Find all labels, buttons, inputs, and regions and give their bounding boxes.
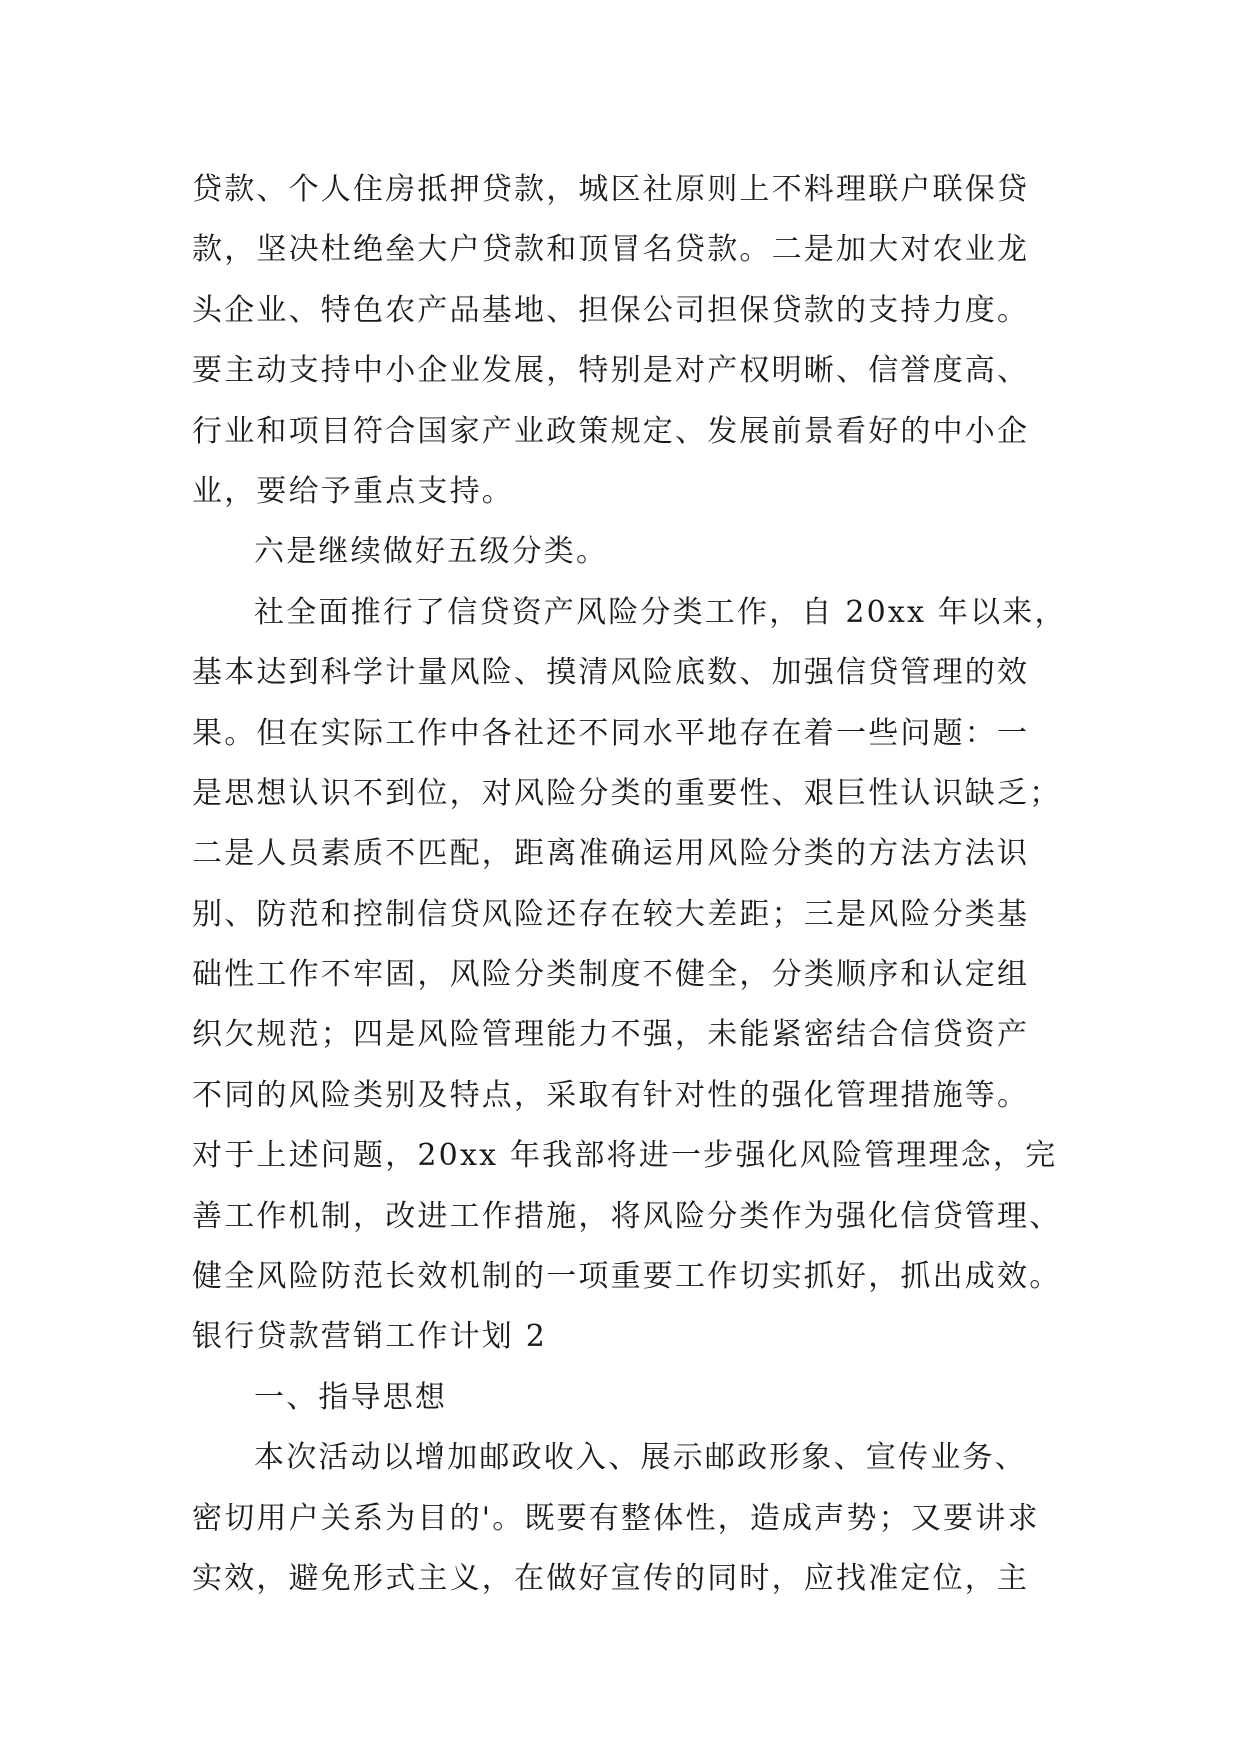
text-line: 织欠规范；四是风险管理能力不强，未能紧密结合信贷资产 — [192, 1017, 1030, 1053]
text-line: 款，坚决杜绝垒大户贷款和顶冒名贷款。二是加大对农业龙 — [192, 232, 1030, 268]
text-line: 善工作机制，改进工作措施，将风险分类作为强化信贷管理、 — [192, 1198, 1062, 1234]
document-body — [192, 160, 1072, 1609]
text-line: 实效，避免形式主义，在做好宣传的同时，应找准定位，主 — [192, 1560, 1030, 1596]
text-line: 果。但在实际工作中各社还不同水平地存在着一些问题：一 — [192, 715, 1030, 751]
text-line: 密切用户关系为目的'。既要有整体性，造成声势；又要讲求 — [192, 1500, 1040, 1536]
text-line: 础性工作不牢固，风险分类制度不健全，分类顺序和认定组 — [192, 957, 1030, 993]
text-line: 行业和项目符合国家产业政策规定、发展前景看好的中小企 — [192, 413, 1030, 449]
text-line: 别、防范和控制信贷风险还存在较大差距；三是风险分类基 — [192, 896, 1030, 932]
text-line: 贷款、个人住房抵押贷款，城区社原则上不料理联户联保贷 — [192, 172, 1030, 207]
text-line: 头企业、特色农产品基地、担保公司担保贷款的支持力度。 — [192, 292, 1030, 328]
section-heading-six: 六是继续做好五级分类。 — [254, 534, 609, 570]
text-line: 不同的风险类别及特点，采取有针对性的强化管理措施等。 — [192, 1077, 1030, 1113]
document-title: 银行贷款营销工作计划 2 — [192, 1319, 548, 1355]
text-line: 基本达到科学计量风险、摸清风险底数、加强信贷管理的效 — [192, 655, 1030, 691]
text-line: 对于上述问题，20xx 年我部将进一步强化风险管理理念，完 — [192, 1138, 1058, 1174]
paragraph-start: 社全面推行了信贷资产风险分类工作，自 20xx 年以来， — [254, 594, 1067, 630]
text-line: 健全风险防范长效机制的一项重要工作切实抓好，抓出成效。 — [192, 1259, 1062, 1295]
text-line: 要主动支持中小企业发展，特别是对产权明晰、信誉度高、 — [192, 353, 1030, 389]
text-line: 业，要给予重点支持。 — [192, 473, 514, 509]
text-line: 二是人员素质不匹配，距离准确运用风险分类的方法方法识 — [192, 836, 1030, 872]
paragraph-start: 本次活动以增加邮政收入、展示邮政形象、宣传业务、 — [254, 1440, 1027, 1476]
text-line: 是思想认识不到位，对风险分类的重要性、艰巨性认识缺乏； — [192, 775, 1062, 811]
section-heading-guiding-thought: 一、指导思想 — [254, 1379, 448, 1415]
